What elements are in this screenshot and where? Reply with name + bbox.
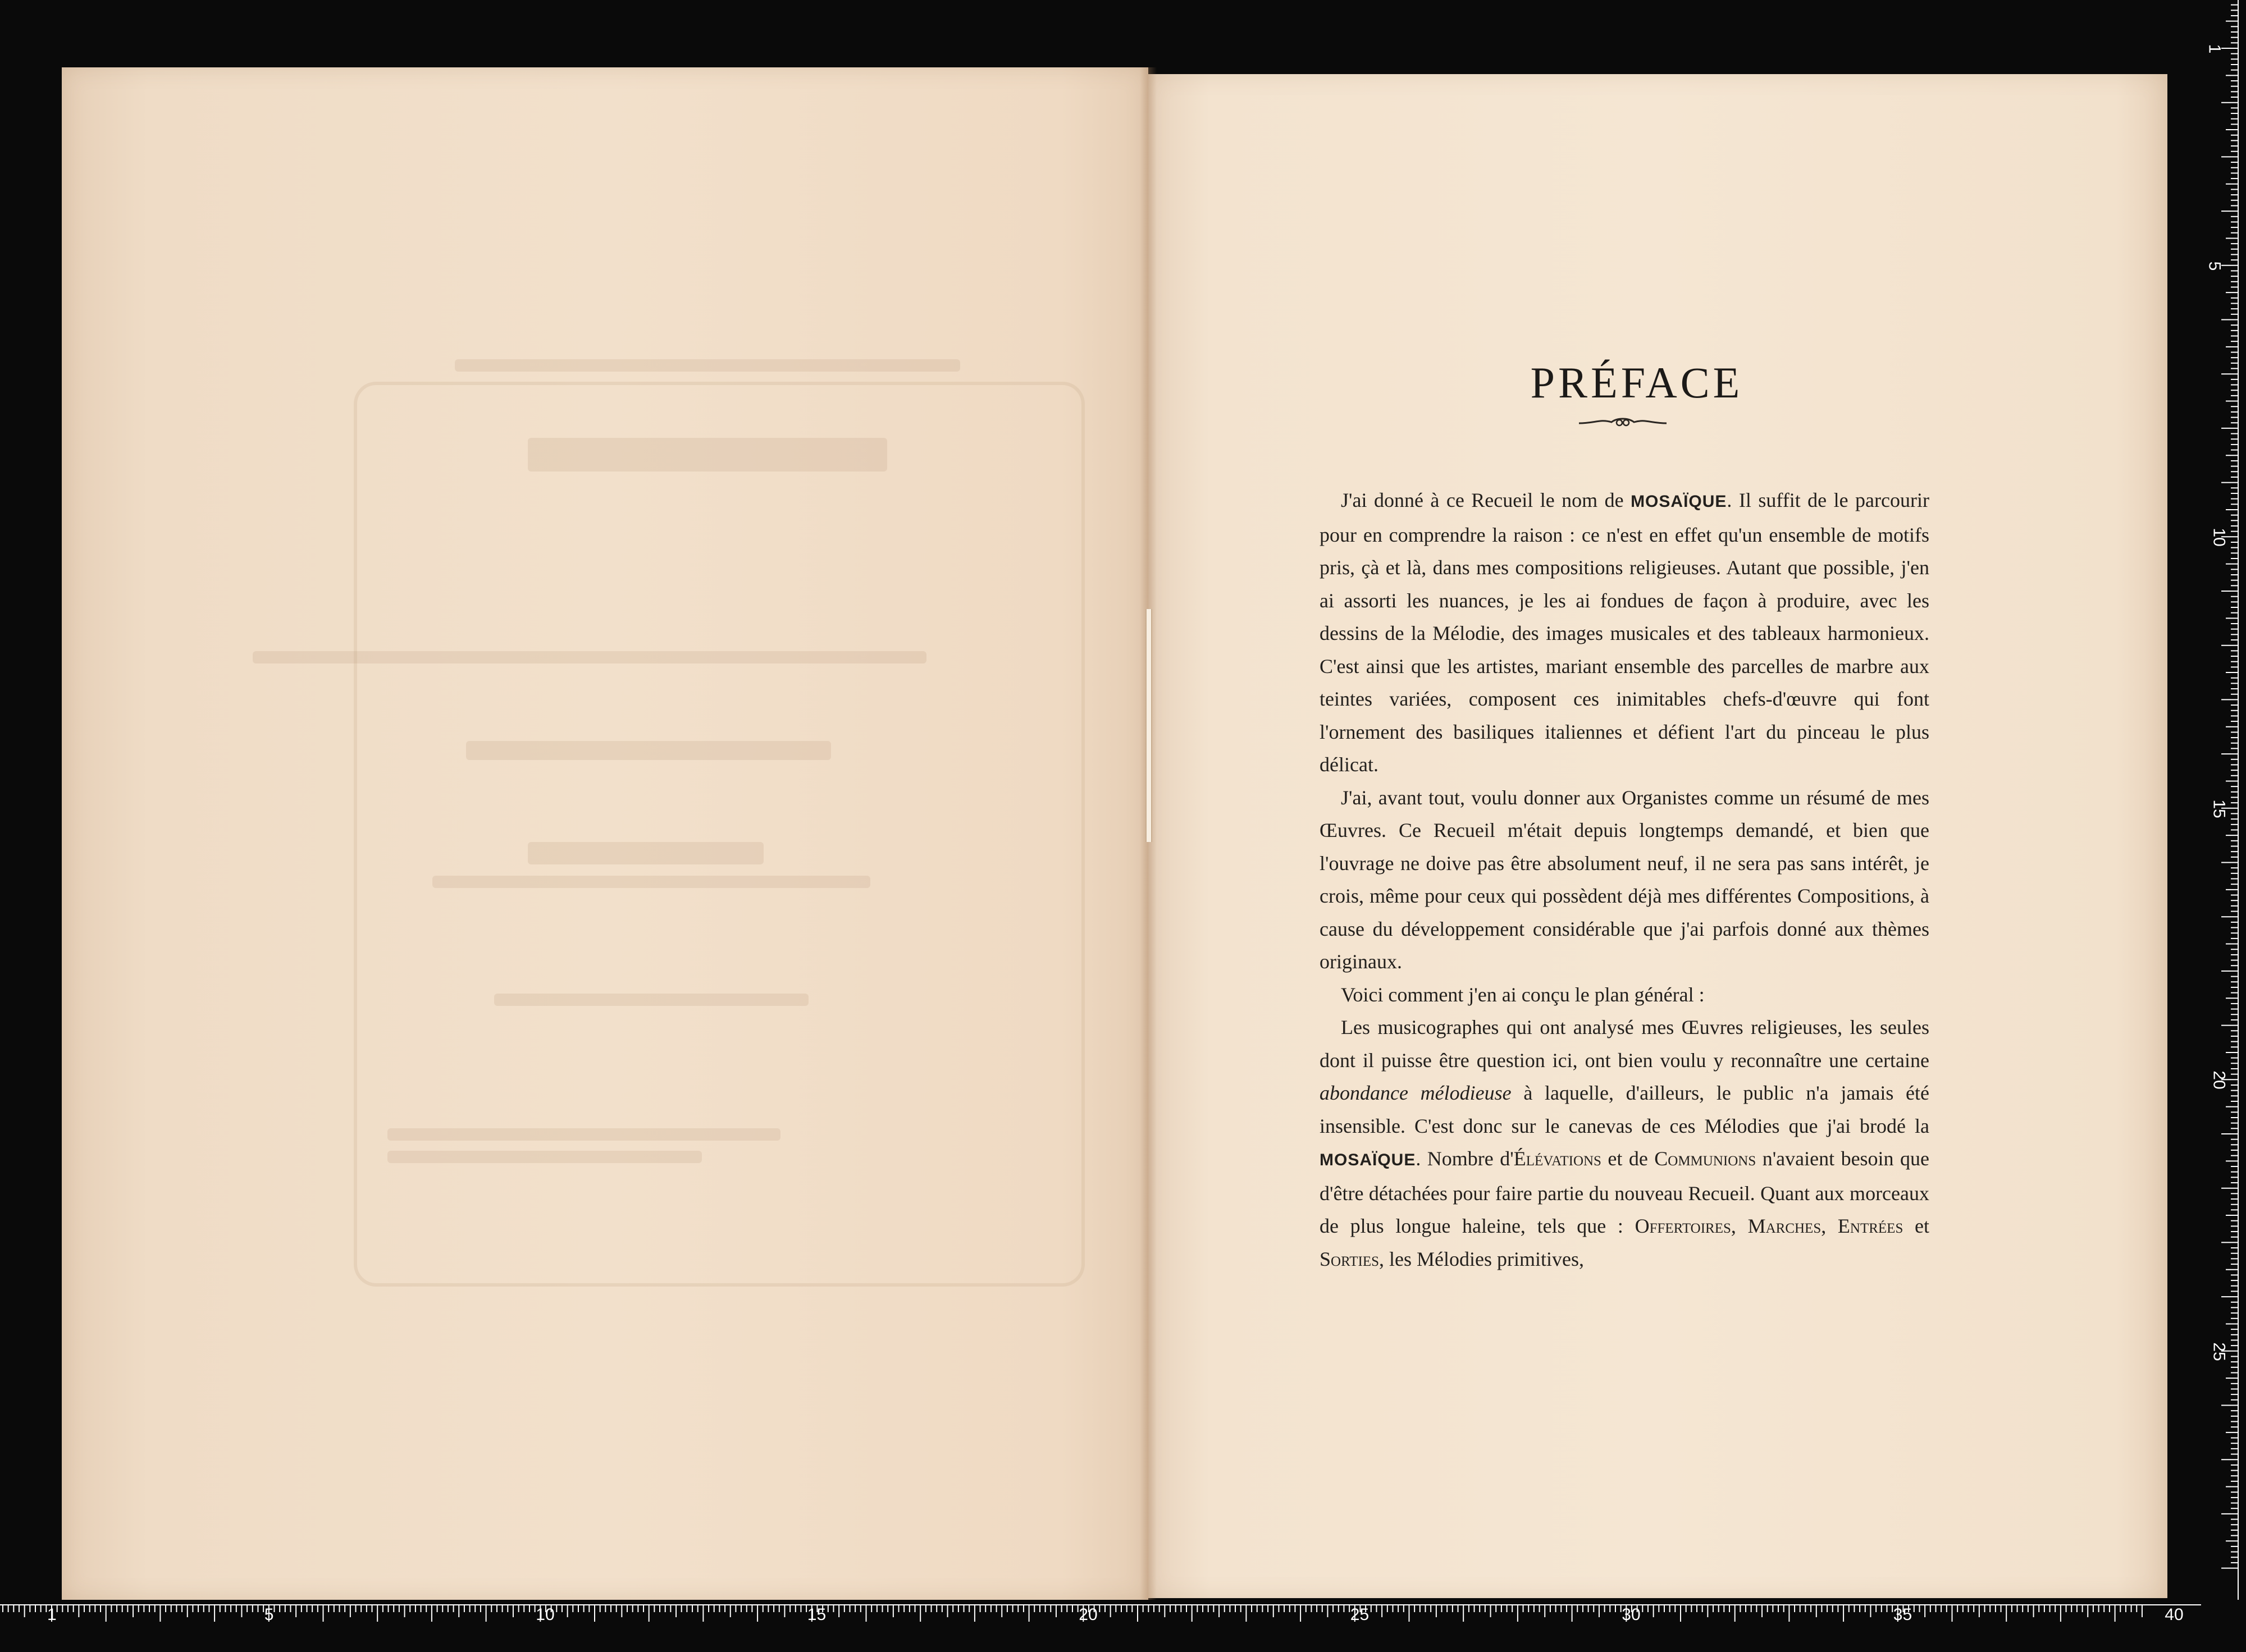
- ruler-label: 10: [536, 1605, 555, 1624]
- ruler-label: 5: [2205, 261, 2224, 271]
- ruler-label: 30: [1622, 1605, 1641, 1624]
- ghost-line: [466, 741, 831, 760]
- paragraph-3: Voici comment j'en ai conçu le plan général :: [1341, 983, 1705, 1006]
- ruler-label: 1: [47, 1605, 57, 1624]
- ruler-label: 40: [2165, 1605, 2184, 1624]
- paragraph-4: Les musicographes qui ont analysé mes Œuvres religieuses, les seules dont il puisse être question ici, ont bien voulu y reconnaître une certaine abondance mélodieuse à laquelle, d'ailleurs, le public n'a jamais été insensible. C'est donc sur le canevas de ces Mélodies que j'ai brodé la MOSAÏQUE. Nombre d'Élévations et de Communions n'avaient besoin que d'être détachées pour faire partie du nouveau Recueil. Quant aux morceaux de plus longue haleine, tels que : Offertoires, Marches, Entrées et Sorties, les Mélodies primitives,: [1320, 1016, 1930, 1270]
- ghost-line: [253, 651, 926, 663]
- ruler-label: 25: [1350, 1605, 1369, 1624]
- ghost-line: [387, 1128, 780, 1141]
- ghost-line: [455, 359, 960, 372]
- ruler-label: 1: [2205, 44, 2224, 54]
- paragraph-1: J'ai donné à ce Recueil le nom de MOSAÏQUE. Il suffit de le parcourir pour en comprendre la raison : ce n'est en effet qu'un ensemble de motifs pris, çà et là, dans mes compositions religieuses. Autant que possible, j'en ai assorti les nuances, je les ai fondues de façon à produire, avec les dessins de la Mélodie, des images musicales et des tableaux harmonieux. C'est ainsi que les artistes, mariant ensemble des parcelles de marbre aux teintes variées, composent ces inimitables chefs-d'œuvre qui font l'ornement des basiliques italiennes et défient l'art du pinceau le plus délicat.: [1320, 489, 1929, 776]
- left-page: [62, 67, 1148, 1600]
- ghost-line: [528, 842, 764, 864]
- preface-body: [1320, 484, 1929, 1275]
- binding-thread: [1145, 609, 1152, 842]
- ruler-label: 15: [807, 1605, 827, 1624]
- ghost-line: [432, 876, 870, 888]
- ruler-label: 5: [264, 1605, 274, 1624]
- paragraph-2: J'ai, avant tout, voulu donner aux Organistes comme un résumé de mes Œuvres. Ce Recueil m'était depuis longtemps demandé, et bien que l'ouvrage ne doive pas être absolument neuf, il ne sera pas sans intérêt, je crois, même pour ceux qui possèdent déjà mes différentes Compositions, à cause du développement considérable que j'ai parfois donné aux thèmes originaux.: [1320, 786, 1929, 973]
- ruler-label: 10: [2210, 528, 2229, 547]
- ruler-label: 20: [2210, 1070, 2229, 1090]
- horizontal-ruler: [0, 1597, 2201, 1652]
- ghost-line: [387, 1151, 702, 1163]
- ruler-label: 15: [2210, 799, 2229, 818]
- ghost-line: [528, 438, 887, 472]
- ruler-label: 20: [1079, 1605, 1098, 1624]
- ornament-flourish-icon: [1578, 414, 1668, 431]
- page-title: PRÉFACE: [1530, 358, 1743, 408]
- ghost-line: [494, 994, 809, 1006]
- ruler-label: 25: [2210, 1342, 2229, 1361]
- ruler-label: 35: [1893, 1605, 1912, 1624]
